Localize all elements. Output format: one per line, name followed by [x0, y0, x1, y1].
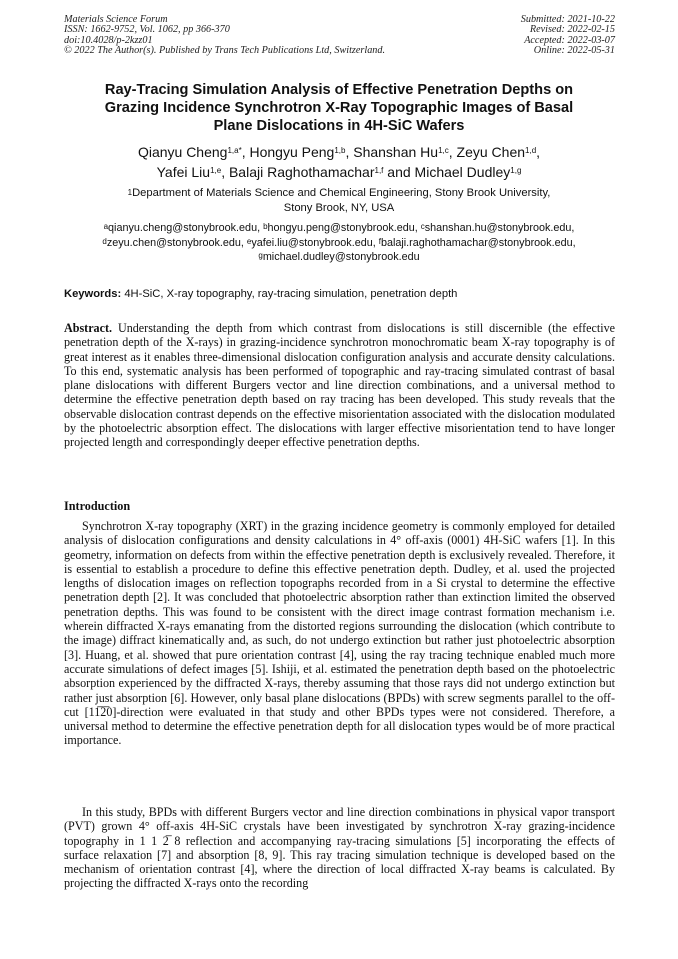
- author-affiliation-mark: 1,e: [210, 166, 222, 175]
- author-affiliation-mark: 1,b: [334, 146, 346, 155]
- email-line-2: [55, 236, 623, 251]
- author-separator: ,: [536, 144, 541, 160]
- email-separator: ,: [414, 222, 421, 234]
- author-affiliation-mark: 1,f: [374, 166, 384, 175]
- email-separator: ,: [257, 222, 264, 234]
- author-name: Shanshan Hu: [353, 144, 439, 160]
- author-separator: ,: [345, 144, 354, 160]
- submitted-date: Submitted: 2021-10-22: [520, 14, 615, 25]
- author-name: Zeyu Chen: [456, 144, 526, 160]
- email-mark: b: [263, 222, 268, 231]
- affiliation-line-2: Stony Brook, NY, USA: [283, 202, 395, 214]
- author-list: [50, 142, 628, 182]
- author-affiliation-mark: 1,a*: [227, 146, 242, 155]
- paper-title: [50, 81, 628, 135]
- email-link[interactable]: qianyu.cheng@stonybrook.edu: [108, 222, 258, 234]
- keywords-text: 4H-SiC, X-ray topography, ray-tracing simulation, penetration depth: [124, 288, 458, 300]
- author-name: Michael Dudley: [414, 164, 511, 180]
- author-affiliation-mark: 1,c: [438, 146, 449, 155]
- journal-name: Materials Science Forum: [64, 14, 168, 25]
- email-link[interactable]: yafei.liu@stonybrook.edu: [251, 236, 373, 249]
- email-list: [55, 221, 623, 265]
- affiliation: [60, 186, 618, 216]
- email-line-1: [55, 221, 623, 236]
- affiliation-mark: 1: [127, 188, 133, 197]
- author-name: Balaji Raghothamachar: [228, 164, 375, 180]
- abstract: [64, 321, 615, 450]
- introduction-paragraph-2: In this study, BPDs with different Burgers vector and line direction combinations in physical vapor transport (PVT) grown 4° off-axis 4H-SiC crystals have been investigated by synchrotron X-ray grazing-incidence topography in 1 1 2̅ 8 reflection and accompanying ray-tracing simulations [5] incorporating the effects of surface relaxation [7] and absorption [8, 9]. This ray tracing simulation technique is developed based on the mechanism of orientation contrast [4], where the direction of local diffracted X-ray beams is calculated. By projecting the diffracted X-rays onto the recording: [64, 805, 615, 891]
- email-separator: ,: [372, 236, 379, 249]
- copyright-line: © 2022 The Author(s). Published by Trans Tech Publications Ltd, Switzerland.: [64, 45, 386, 57]
- title-line-1: Ray-Tracing Simulation Analysis of Effective Penetration Depths on: [104, 82, 574, 98]
- author-separator: ,: [221, 164, 229, 180]
- email-mark: g: [258, 251, 263, 261]
- email-mark: f: [378, 236, 381, 246]
- author-separator: ,: [448, 144, 457, 160]
- email-link[interactable]: hongyu.peng@stonybrook.edu: [267, 222, 415, 234]
- email-link[interactable]: zeyu.chen@stonybrook.edu: [106, 236, 241, 249]
- revised-date: Revised: 2022-02-15: [529, 24, 615, 36]
- email-link[interactable]: shanshan.hu@stonybrook.edu: [424, 222, 572, 234]
- author-affiliation-mark: 1,d: [525, 146, 537, 155]
- email-mark: c: [420, 222, 425, 231]
- online-date: Online: 2022-05-31: [533, 45, 615, 57]
- author-separator: ,: [241, 144, 250, 160]
- email-mark: d: [102, 236, 107, 246]
- section-heading-introduction: Introduction: [64, 499, 131, 513]
- author-line-2: [50, 162, 628, 182]
- accepted-date: Accepted: 2022-03-07: [524, 34, 615, 46]
- author-name: Qianyu Cheng: [137, 144, 228, 160]
- keywords-label: Keywords:: [64, 288, 122, 300]
- email-separator: ,: [571, 222, 575, 234]
- doi-line: doi:10.4028/p-2kzz01: [64, 34, 153, 46]
- email-separator: ,: [572, 236, 576, 249]
- abstract-label: Abstract.: [64, 321, 113, 335]
- author-name: Hongyu Peng: [249, 144, 335, 160]
- title-line-3: Plane Dislocations in 4H-SiC Wafers: [213, 118, 465, 134]
- author-line-1: [50, 142, 628, 162]
- journal-info: [64, 15, 385, 57]
- email-separator: ,: [240, 236, 247, 249]
- keywords: [64, 287, 616, 301]
- affiliation-line-1: [60, 186, 618, 201]
- issn-line: ISSN: 1662-9752, Vol. 1062, pp 366-370: [64, 24, 230, 36]
- author-separator: and: [383, 164, 415, 180]
- abstract-text: Understanding the depth from which contrast from dislocations is still discernible (the effective penetration depth of the X-rays) in grazing-incidence synchrotron monochromatic beam X-ray topography is of great interest as it enables three-dimensional dislocation configuration analysis and accurate density calculations. To this end, systematic analysis has been performed of topographic and ray-tracing simulated contrast of basal plane dislocations with different Burgers vector and line direction combinations, and a universal method to determine the effective penetration depth based on ray tracing has been developed. This study reveals that the observable dislocation contrast depends on the effective misorientation associated with the dislocation modulated by the photoelectric absorption effect. The dislocations with larger effective misorientation tend to have longer projected length and correspondingly deeper effective penetration depths.: [64, 321, 615, 450]
- introduction-paragraph-1: Synchrotron X-ray topography (XRT) in the grazing incidence geometry is commonly employed for detailed analysis of dislocation configurations and density calculations in 4° off-axis (0001) 4H-SiC wafers [1]. In this geometry, information on defects from within the effective penetration depth is exclusively revealed. Therefore, it is essential to establish a procedure to define this effective penetration depth. Dudley, et al. used the projected lengths of dislocation images on reflection topographs recorded from in a Si crystal to determine the effective penetration depth [2]. It was concluded that photoelectric absorption rather than extinction limited the observed penetration depths. This was found to be consistent with the direct image contrast formation mechanism i.e. wherein diffracted X-rays emanating from the distorted regions surrounding the dislocation (which contribute to the image) diffract kinematically and, as such, do not undergo extinction but rather just photoelectric absorption [3]. Huang, et al. showed that pure orientation contrast [4], using the ray tracing technique enabled much more accurate simulations of defect images [5]. Ishiji, et al. estimated the penetration depth based on the photoelectric absorption experienced by the diffracted X-rays, thereby assuming that those rays did not undergo extinction but rather just absorption [6]. However, only basal plane dislocations (BPDs) with screw segments parallel to the off-cut [11̅2̅0]-direction were evaluated in that study and other BPDs types were not considered. Therefore, a universal method to determine the effective penetration depth for all dislocation types would be of more practical importance.: [64, 519, 615, 748]
- affiliation-text: Department of Materials Science and Chemical Engineering, Stony Brook University,: [132, 187, 551, 199]
- submission-dates: [521, 15, 615, 57]
- email-line-3: [55, 250, 623, 265]
- email-mark: a: [103, 222, 109, 231]
- email-link[interactable]: michael.dudley@stonybrook.edu: [262, 251, 420, 264]
- email-link[interactable]: balaji.raghothamachar@stonybrook.edu: [380, 236, 573, 249]
- email-mark: e: [246, 236, 252, 246]
- author-affiliation-mark: 1,g: [510, 166, 522, 175]
- author-name: Yafei Liu: [156, 164, 211, 180]
- title-line-2: Grazing Incidence Synchrotron X-Ray Topographic Images of Basal: [104, 100, 574, 116]
